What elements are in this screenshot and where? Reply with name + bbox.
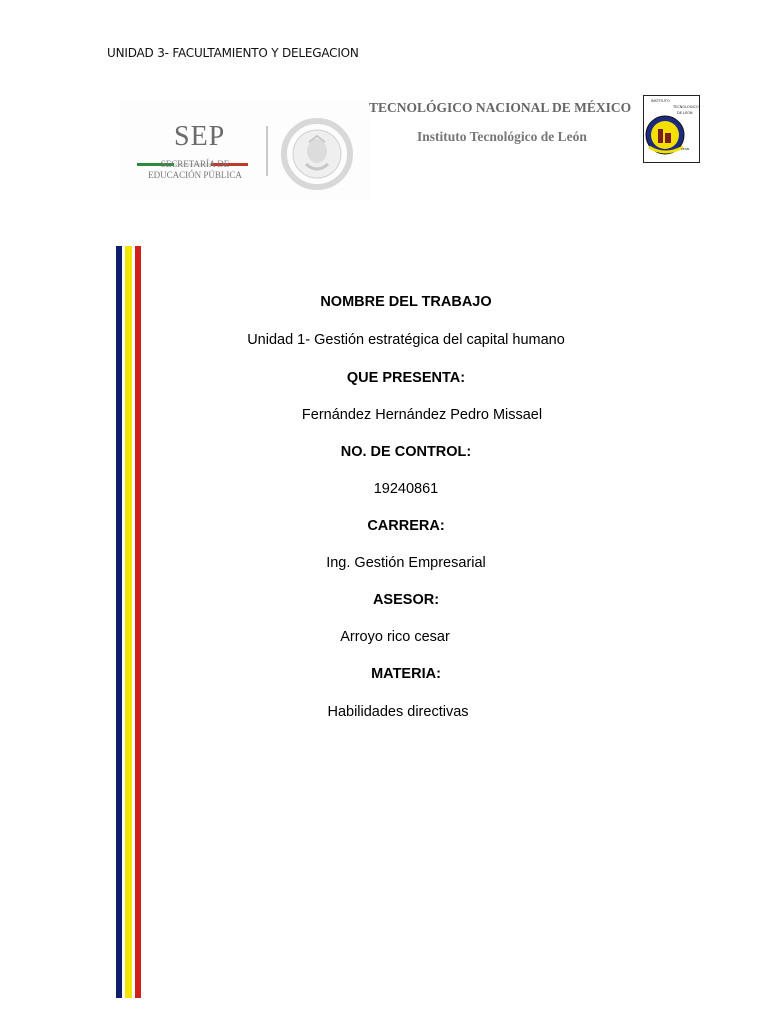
svg-text:INSTITUTO: INSTITUTO [651,99,670,103]
subject-value: Habilidades directivas [327,704,469,720]
institution-campus: Instituto Tecnológico de León [417,129,587,144]
svg-text:TECNOLOGICO: TECNOLOGICO [673,105,699,109]
control-label: NO. DE CONTROL: [340,444,472,460]
work-name-label: NOMBRE DEL TRABAJO [320,294,492,310]
logo-divider [266,126,268,176]
advisor-value: Arroyo rico cesar [340,629,450,645]
stripe-yellow [125,246,132,998]
document-header: UNIDAD 3- FACULTAMIENTO Y DELEGACION [107,46,359,60]
subject-label: MATERIA: [371,666,441,682]
sep-logo-subtitle [140,159,250,181]
career-value: Ing. Gestión Empresarial [326,555,486,571]
stripe-navy [116,246,122,998]
sep-logo-rule [137,153,249,156]
presenter-value: Fernández Hernández Pedro Missael [301,407,543,423]
work-name-value: Unidad 1- Gestión estratégica del capital humano [247,332,565,348]
svg-text:DE LEON: DE LEON [677,111,693,115]
svg-text:LEON: LEON [681,147,690,151]
presenter-label: QUE PRESENTA: [346,370,466,386]
institution-name: TECNOLÓGICO NACIONAL DE MÉXICO [369,100,632,115]
sep-subtitle-line1: SECRETARÍA DE [160,159,230,169]
stripe-red [135,246,141,998]
sep-logo-text: SEP [174,121,226,152]
mexico-seal-icon [276,118,358,195]
control-value: 19240861 [373,481,439,497]
advisor-label: ASESOR: [372,592,440,608]
itl-logo-icon [643,95,700,168]
career-label: CARRERA: [367,518,445,534]
sep-subtitle-line2: EDUCACIÓN PÚBLICA [148,170,242,180]
